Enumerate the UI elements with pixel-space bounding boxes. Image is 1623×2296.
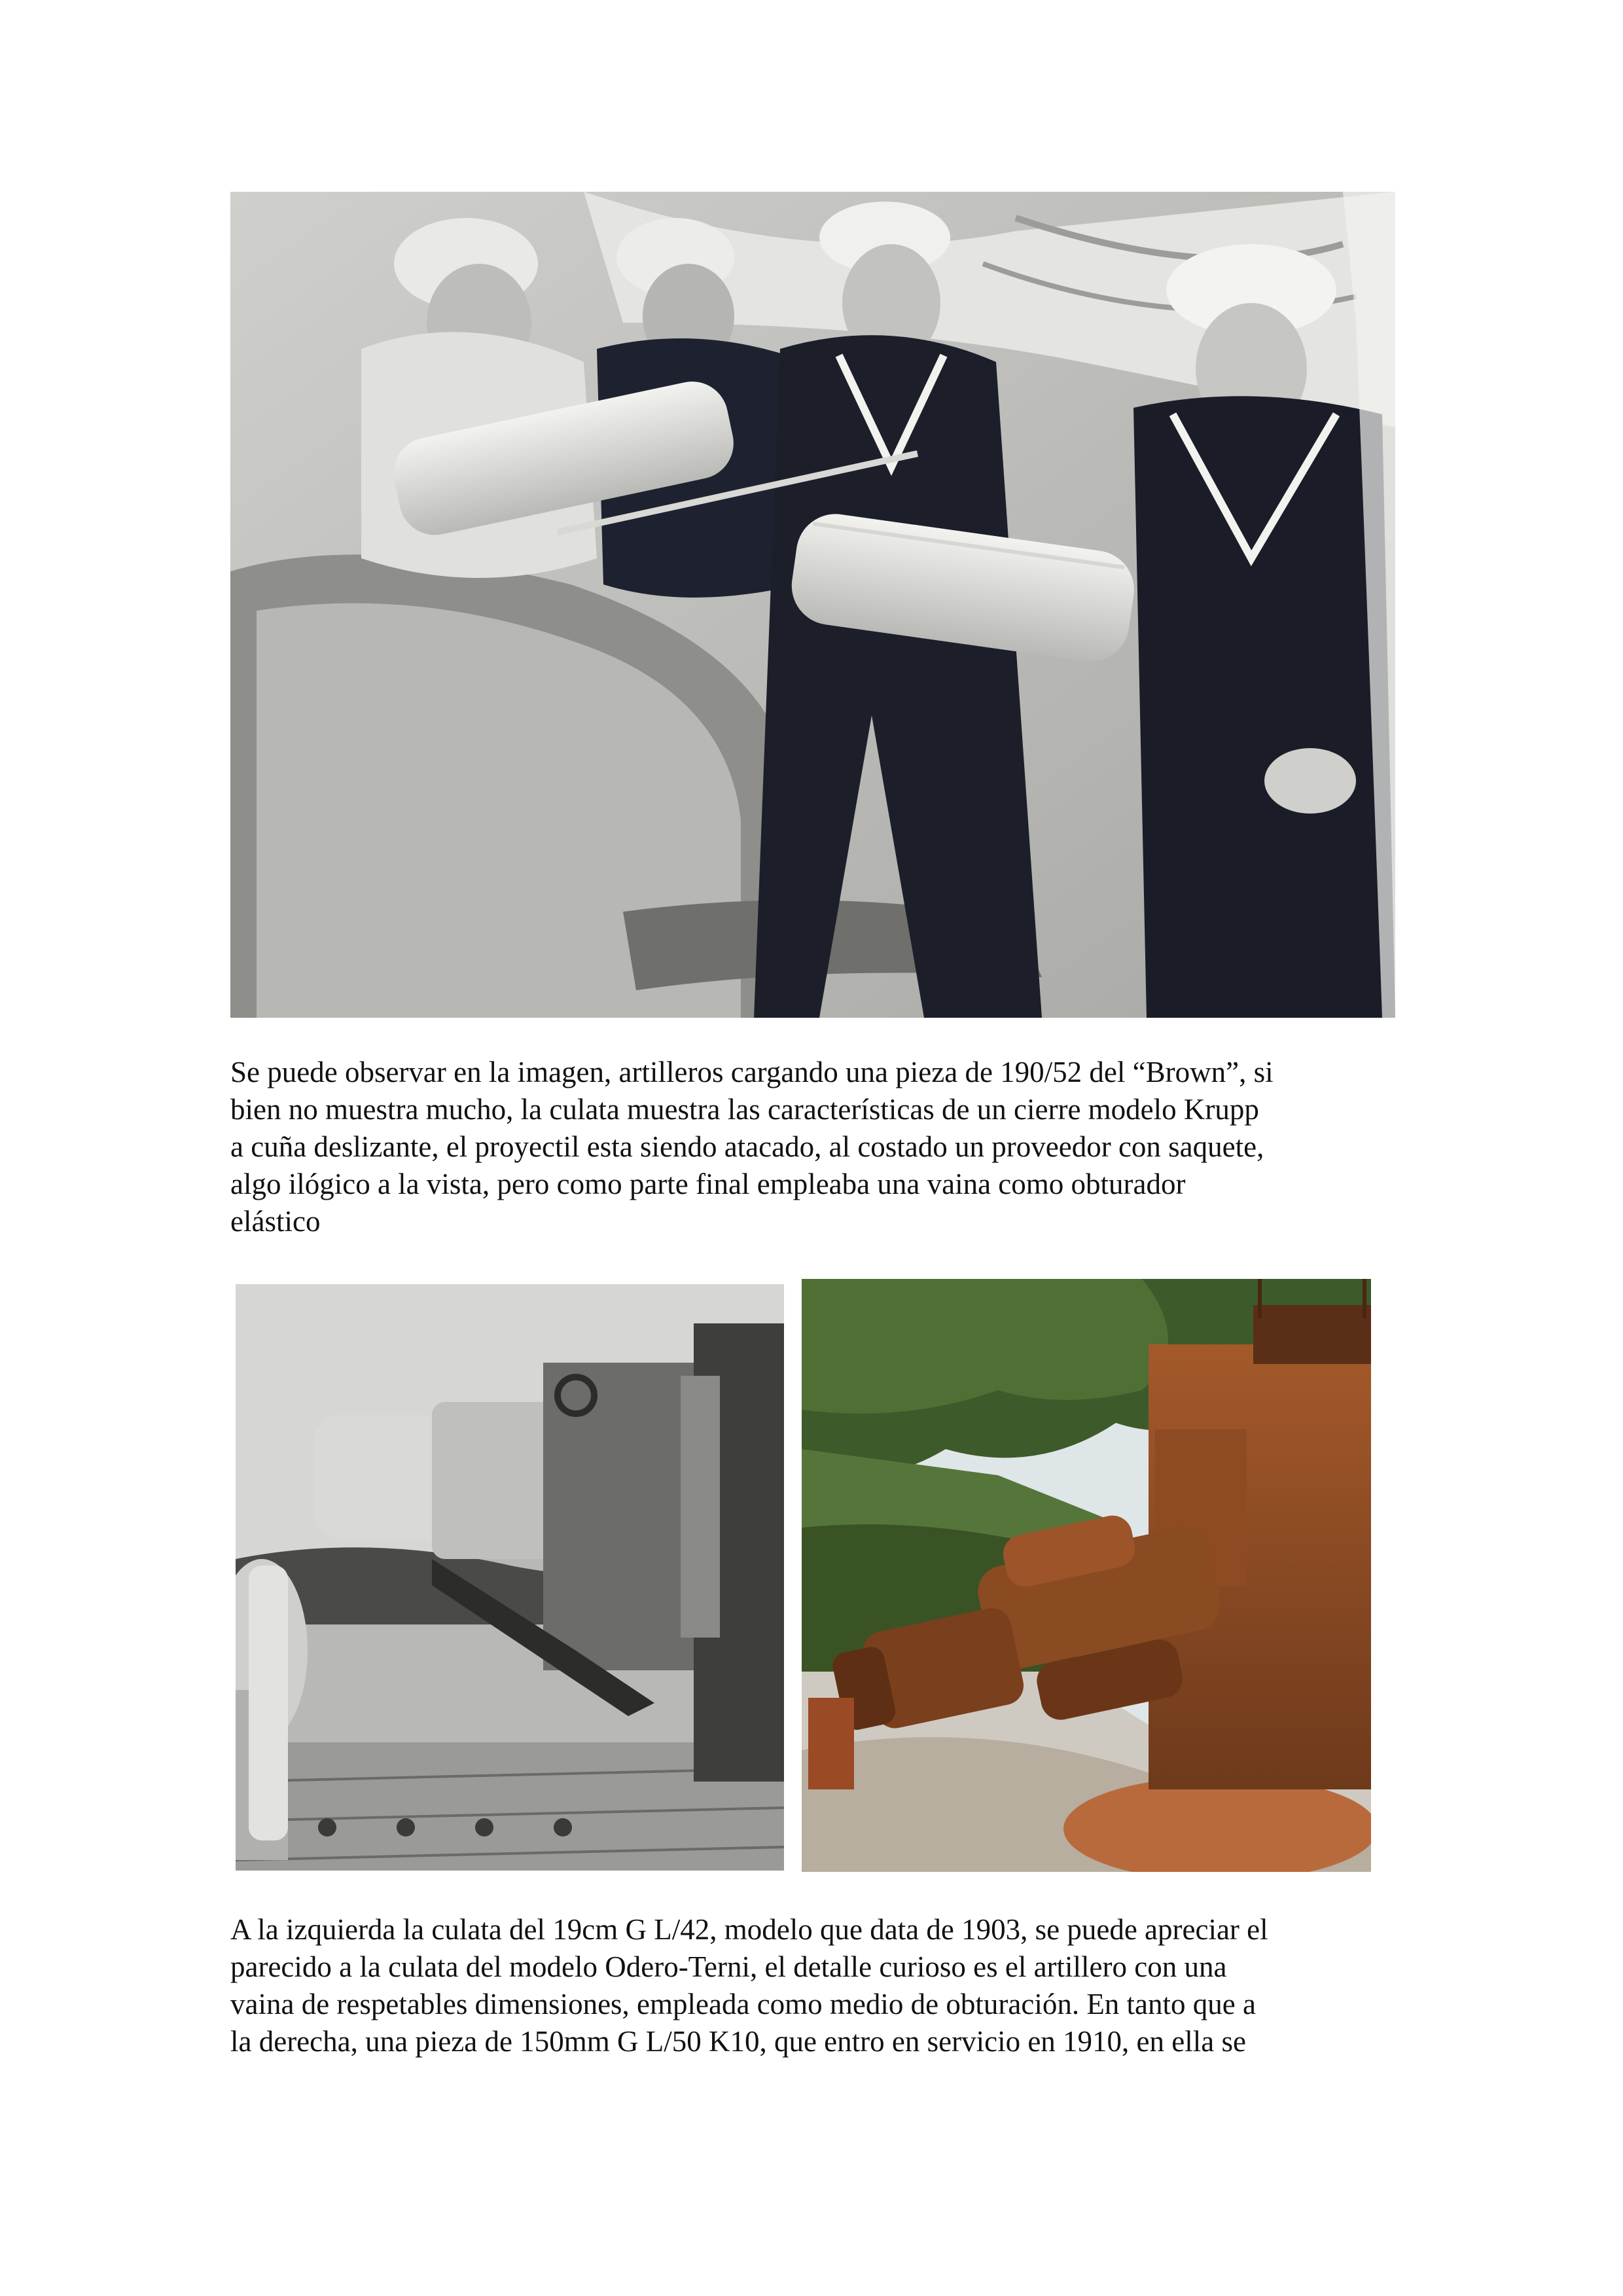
text-line: Se puede observar en la imagen, artilleros cargando una pieza de 190/52 del “Brown”, si — [230, 1056, 1274, 1088]
text-line: parecido a la culata del modelo Odero-Terni, el detalle curioso es el artillero con una — [230, 1950, 1227, 1983]
text-line: a cuña deslizante, el proyectil esta siendo atacado, al costado un proveedor con saquete, — [230, 1130, 1264, 1163]
text-line: bien no muestra mucho, la culata muestra las características de un cierre modelo Krupp — [230, 1093, 1259, 1126]
text-line: la derecha, una pieza de 150mm G L/50 K10, que entro en servicio en 1910, en ella se — [230, 2025, 1246, 2058]
photo-19cm-breech — [236, 1284, 784, 1871]
text-line: elástico — [230, 1205, 321, 1238]
photo-sailors-loading-gun — [230, 192, 1395, 1018]
photo-150mm-rusted-gun — [802, 1279, 1371, 1872]
text-line: A la izquierda la culata del 19cm G L/42, modelo que data de 1903, se puede apreciar el — [230, 1913, 1268, 1946]
text-line: algo ilógico a la vista, pero como parte final empleaba una vaina como obturador — [230, 1168, 1186, 1200]
text-line: vaina de respetables dimensiones, empleada como medio de obturación. En tanto que a — [230, 1988, 1256, 2020]
caption-paragraph-1 — [230, 1054, 1369, 1240]
caption-paragraph-2 — [230, 1911, 1369, 2060]
